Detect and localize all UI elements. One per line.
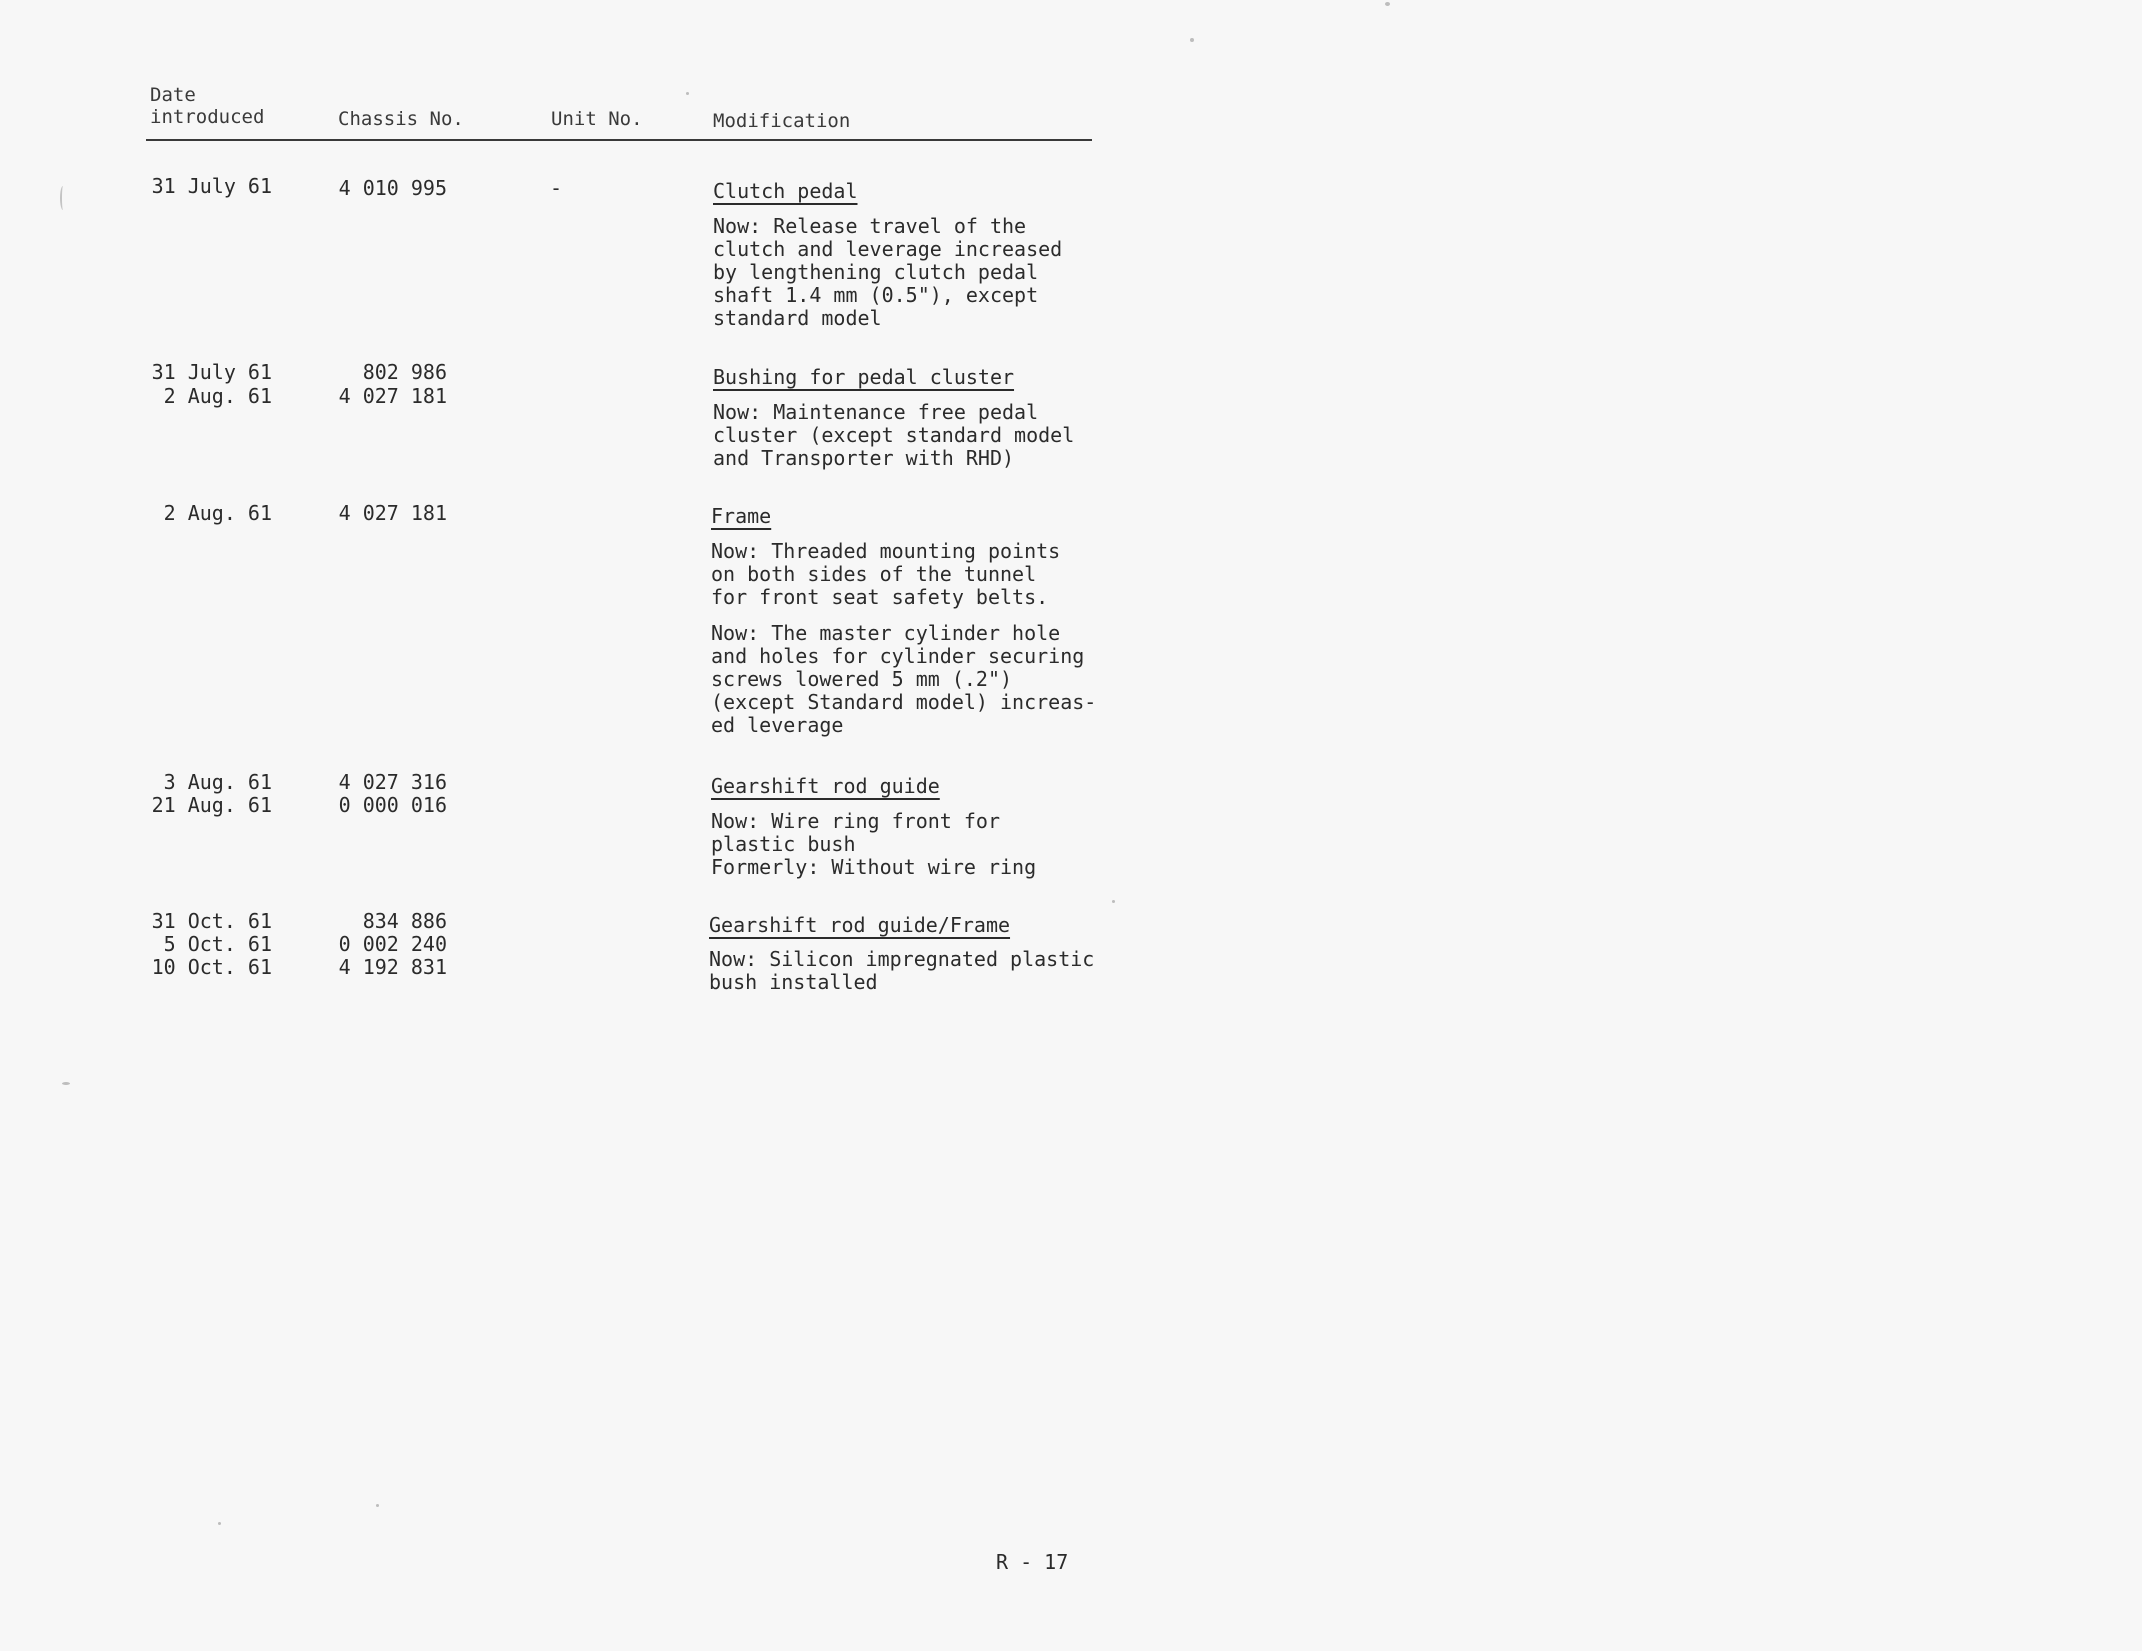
scan-mark (60, 186, 66, 210)
modification-text: Now: The master cylinder hole and holes for cylinder securing screws lowered 5 mm (.2") (except Standard model) increas- ed leverage (711, 621, 1097, 737)
chassis-number: 802 986 (362, 360, 447, 384)
scan-speck (686, 92, 689, 95)
page-number: R - 17 (996, 1550, 1069, 1574)
modification-text: Now: Threaded mounting points on both sides of the tunnel for front seat safety belts. (711, 539, 1061, 609)
modification-text: Now: Release travel of the clutch and leverage increased by lengthening clutch pedal shaft 1.4 mm (0.5"), except standard model (713, 214, 1063, 330)
date-introduced: 2 Aug. 61 (163, 501, 272, 525)
date-introduced: 10 Oct. 61 (151, 955, 272, 979)
modification-title: Frame (711, 504, 772, 528)
chassis-number: 4 192 831 (338, 955, 447, 979)
modification-text: Now: Silicon impregnated plastic bush installed (709, 947, 1095, 994)
chassis-number: 834 886 (362, 909, 447, 933)
date-introduced: 31 July 61 (151, 174, 272, 198)
chassis-number: 0 000 016 (338, 793, 447, 817)
scan-speck (376, 1504, 379, 1507)
header-unit: Unit No. (551, 108, 643, 130)
chassis-number: 4 027 181 (338, 501, 447, 525)
scan-speck (1385, 2, 1390, 6)
header-date-line2: introduced (150, 106, 265, 128)
scan-speck (1112, 900, 1115, 903)
scan-speck (218, 1522, 221, 1525)
chassis-number: 4 010 995 (338, 176, 447, 200)
chassis-number: 4 027 181 (338, 384, 447, 408)
modification-title: Gearshift rod guide/Frame (709, 913, 1011, 937)
header-rule (146, 139, 1092, 141)
header-chassis: Chassis No. (338, 108, 464, 130)
modification-text: Now: Maintenance free pedal cluster (except standard model and Transporter with RHD) (713, 400, 1075, 470)
date-introduced: 3 Aug. 61 (163, 770, 272, 794)
chassis-number: 4 027 316 (338, 770, 447, 794)
modification-title: Gearshift rod guide (711, 774, 940, 798)
date-introduced: 2 Aug. 61 (163, 384, 272, 408)
date-introduced: 31 July 61 (151, 360, 272, 384)
modification-title: Bushing for pedal cluster (713, 365, 1015, 389)
chassis-number: 0 002 240 (338, 932, 447, 956)
scan-speck (1190, 38, 1194, 42)
date-introduced: 5 Oct. 61 (163, 932, 272, 956)
date-introduced: 21 Aug. 61 (151, 793, 272, 817)
scan-speck (62, 1082, 70, 1085)
modification-title: Clutch pedal (713, 179, 858, 203)
date-introduced: 31 Oct. 61 (151, 909, 272, 933)
modification-text: Now: Wire ring front for plastic bush Formerly: Without wire ring (711, 809, 1037, 879)
header-modification: Modification (713, 110, 851, 132)
unit-number: - (550, 176, 563, 200)
header-date-line1: Date (150, 84, 196, 106)
